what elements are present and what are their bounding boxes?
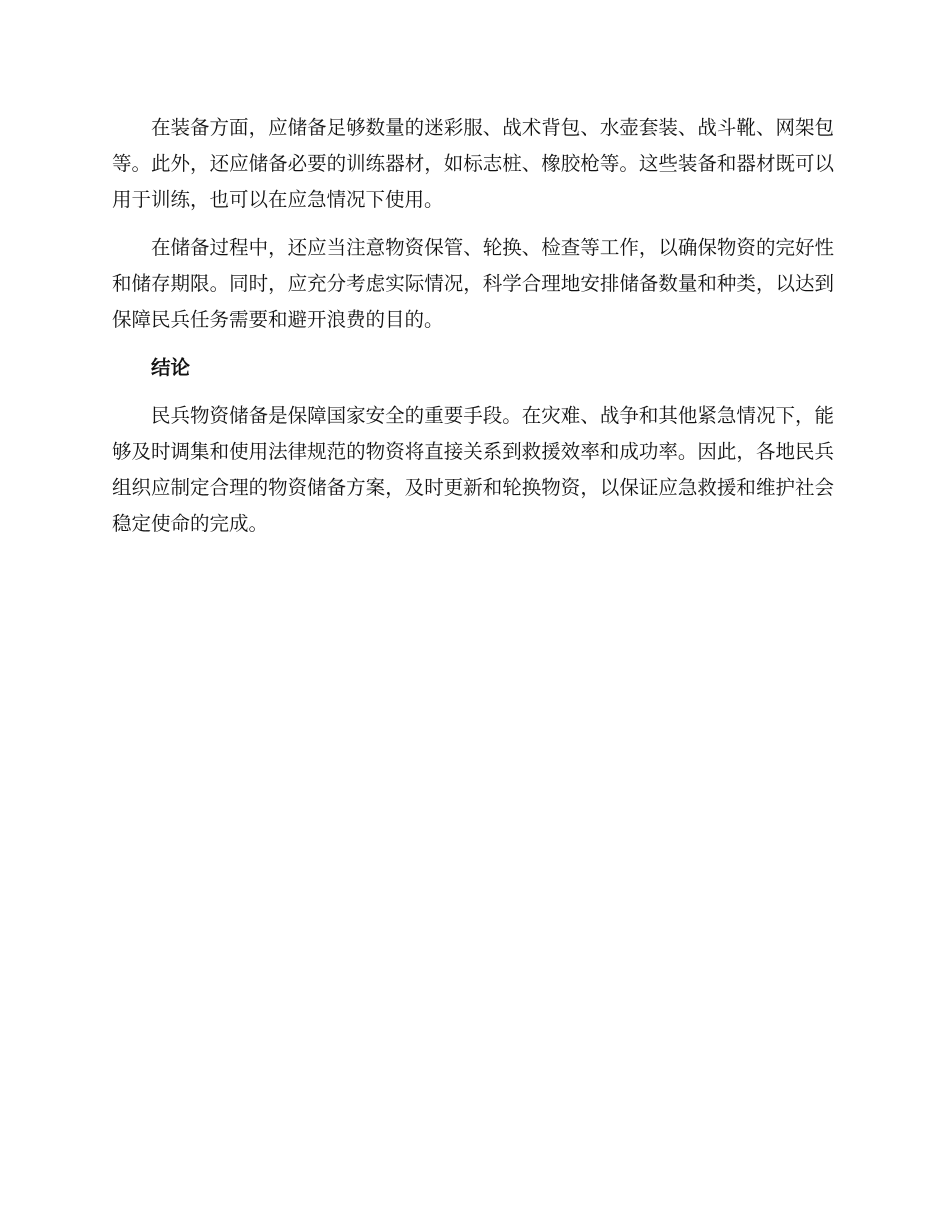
- paragraph-equipment: 在装备方面，应储备足够数量的迷彩服、战术背包、水壶套装、战斗靴、网架包等。此外，还应储备必要的训练器材，如标志桩、橡胶枪等。这些装备和器材既可以用于训练，也可以在应急情况下使用。: [112, 116, 834, 211]
- paragraph-conclusion: 民兵物资储备是保障国家安全的重要手段。在灾难、战争和其他紧急情况下，能够及时调集和使用法律规范的物资将直接关系到救援效率和成功率。因此，各地民兵组织应制定合理的物资储备方案，及时更新和轮换物资，以保证应急救援和维护社会稳定使命的完成。: [112, 404, 834, 535]
- document-body: [112, 110, 834, 554]
- paragraph-storage-process: 在储备过程中，还应当注意物资保管、轮换、检查等工作，以确保物资的完好性和储存期限。同时，应充分考虑实际情况，科学合理地安排储备数量和种类，以达到保障民兵任务需要和避开浪费的目的。: [112, 236, 834, 331]
- section-heading-conclusion: 结论: [151, 356, 191, 379]
